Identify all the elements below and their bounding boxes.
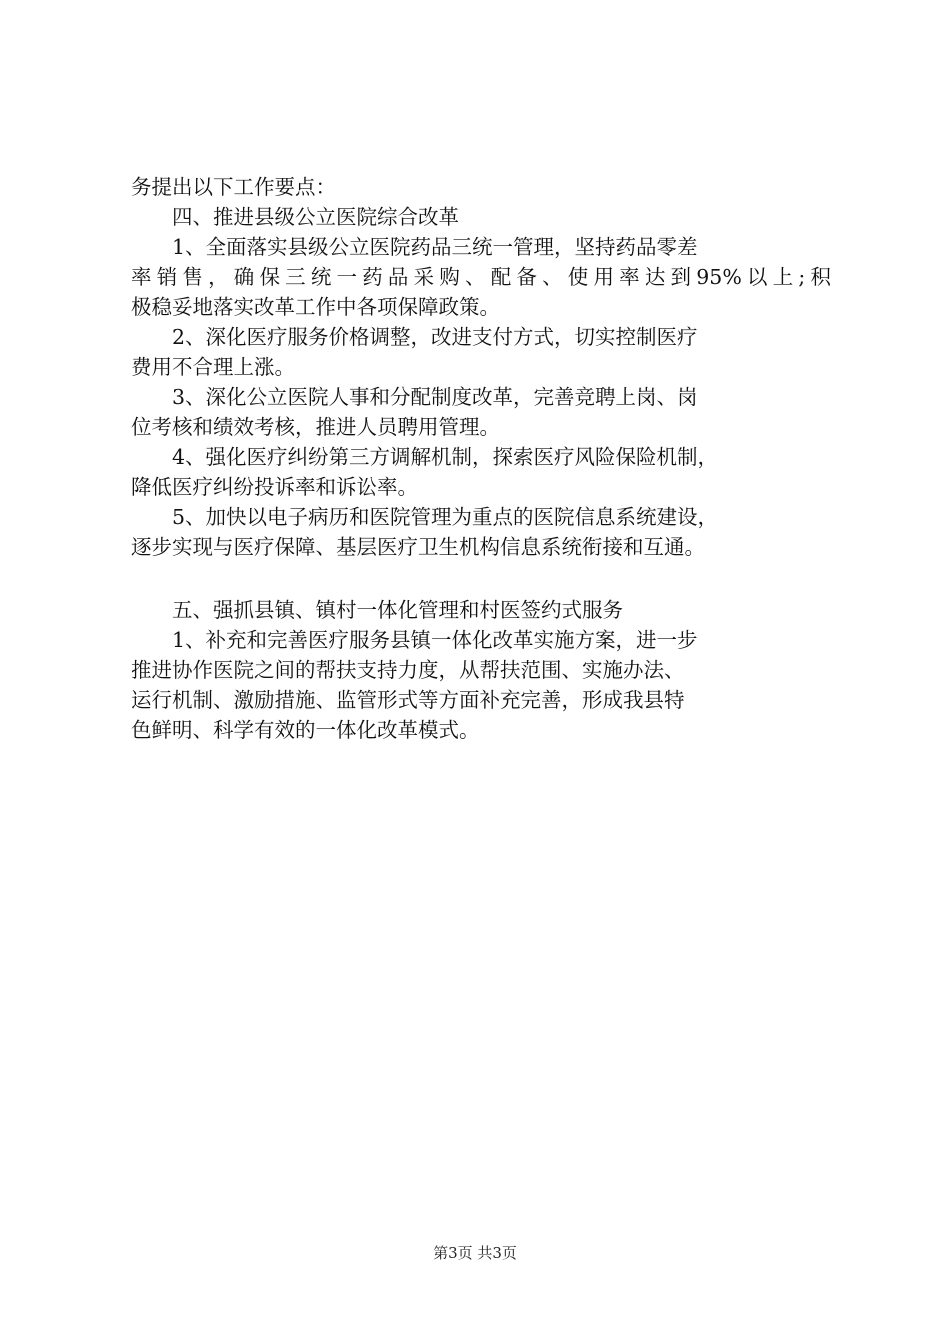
paragraph-spacer <box>131 562 831 595</box>
paragraph-line: 4、强化医疗纠纷第三方调解机制，探索医疗风险保险机制， <box>172 445 719 469</box>
paragraph-line: 1、全面落实县级公立医院药品三统一管理，坚持药品零差 <box>172 235 698 259</box>
paragraph-line: 5、加快以电子病历和医院管理为重点的医院信息系统建设， <box>172 505 719 529</box>
paragraph-line: 费用不合理上涨。 <box>131 355 295 379</box>
paragraph-line: 降低医疗纠纷投诉率和诉讼率。 <box>131 475 418 499</box>
paragraph-line: 极稳妥地落实改革工作中各项保障政策。 <box>131 295 500 319</box>
section-heading: 四、推进县级公立医院综合改革 <box>172 205 459 229</box>
paragraph-line: 色鲜明、科学有效的一体化改革模式。 <box>131 718 480 742</box>
paragraph-line: 位考核和绩效考核，推进人员聘用管理。 <box>131 415 500 439</box>
paragraph-line: 务提出以下工作要点： <box>131 175 336 199</box>
paragraph-line: 3、深化公立医院人事和分配制度改革，完善竞聘上岗、岗 <box>172 385 698 409</box>
page-footer: 第3页 共3页 <box>433 1244 517 1262</box>
paragraph-line: 率销售，确保三统一药品采购、配备、使用率达到95%以上;积 <box>131 265 831 289</box>
paragraph-line: 2、深化医疗服务价格调整，改进支付方式，切实控制医疗 <box>172 325 698 349</box>
paragraph-line: 推进协作医院之间的帮扶支持力度，从帮扶范围、实施办法、 <box>131 658 685 682</box>
paragraph-line: 1、补充和完善医疗服务县镇一体化改革实施方案，进一步 <box>172 628 698 652</box>
paragraph-line: 逐步实现与医疗保障、基层医疗卫生机构信息系统衔接和互通。 <box>131 535 705 559</box>
document-body <box>131 172 831 745</box>
paragraph-line: 运行机制、激励措施、监管形式等方面补充完善，形成我县特 <box>131 688 685 712</box>
section-heading: 五、强抓县镇、镇村一体化管理和村医签约式服务 <box>172 598 623 622</box>
